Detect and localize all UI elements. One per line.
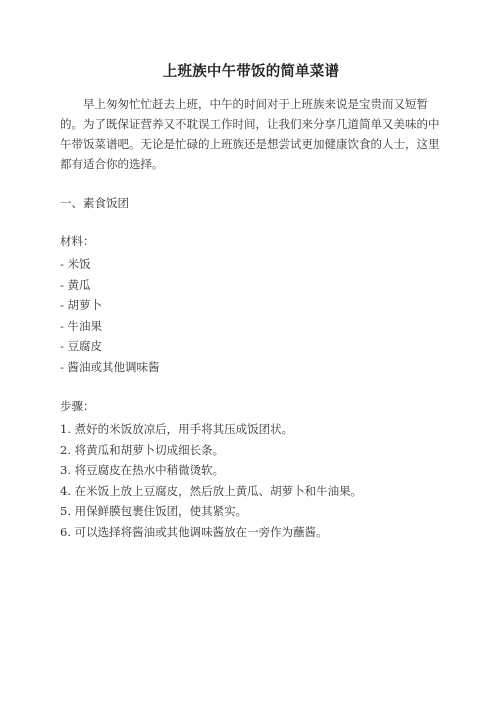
list-item: - 黄瓜: [60, 277, 91, 292]
step-item: 3. 将豆腐皮在热水中稍微烫软。: [60, 463, 225, 477]
intro-paragraph: 早上匆匆忙忙赶去上班，中午的时间对于上班族来说是宝贵而又短暂的。为了既保证营养又不耽误工作时间，让我们来分享几道简单又美味的中午带饭菜谱吧。无论是忙碌的上班族还是想尝试更加健康饮食的人士，这里都有适合你的选择。: [60, 97, 440, 171]
step-item: 5. 用保鲜膜包裹住饭团，使其紧实。: [60, 504, 248, 518]
document-title: 上班族中午带饭的简单菜谱: [162, 64, 340, 80]
list-item: - 米饭: [60, 257, 91, 271]
step-item: 6. 可以选择将酱油或其他调味酱放在一旁作为蘸酱。: [60, 524, 328, 539]
materials-label: 材料：: [60, 234, 95, 248]
document-page: [0, 62, 502, 711]
step-item: 2. 将黄瓜和胡萝卜切成细长条。: [60, 442, 225, 457]
list-item: - 豆腐皮: [60, 339, 103, 353]
section-heading: 一、素食饭团: [60, 196, 129, 210]
step-item: 1. 煮好的米饭放凉后，用手将其压成饭团状。: [60, 422, 294, 436]
list-item: - 胡萝卜: [60, 298, 103, 312]
steps-list: [60, 419, 442, 542]
materials-list: [60, 254, 442, 377]
step-item: 4. 在米饭上放上豆腐皮，然后放上黄瓜、胡萝卜和牛油果。: [60, 483, 363, 498]
steps-label: 步骤：: [60, 399, 95, 413]
list-item: - 酱油或其他调味酱: [60, 359, 160, 374]
list-item: - 牛油果: [60, 318, 103, 333]
